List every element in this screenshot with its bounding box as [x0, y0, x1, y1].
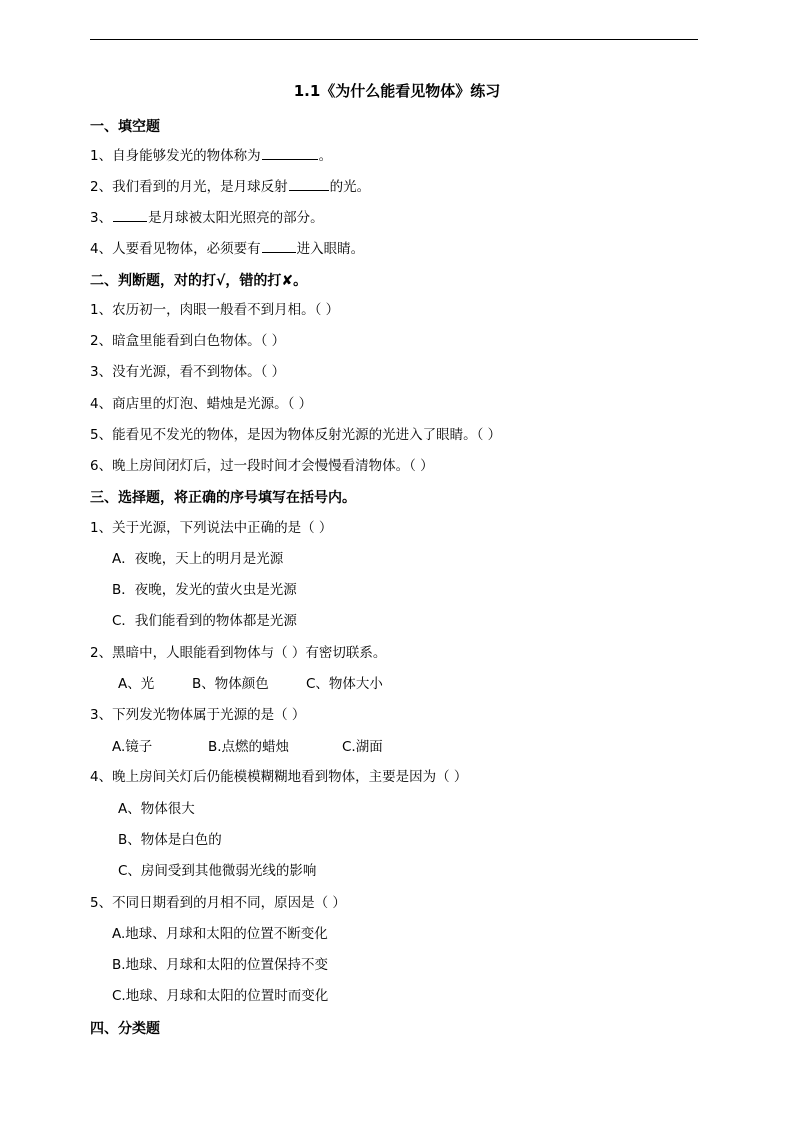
question-text: 2、我们看到的月光，是月球反射: [90, 179, 288, 195]
question-text: 1、自身能够发光的物体称为: [90, 148, 261, 164]
answer-blank[interactable]: [113, 207, 147, 222]
choice-option-5a[interactable]: A.地球、月球和太阳的位置不断变化: [112, 926, 328, 942]
fill-blank-question-1: [90, 145, 332, 166]
header-rule: [90, 39, 698, 40]
choice-option-2c[interactable]: C、物体大小: [306, 676, 383, 692]
choice-option-4c[interactable]: C、房间受到其他微弱光线的影响: [118, 863, 317, 879]
question-text: 的光。: [329, 179, 371, 195]
choice-question-2: 2、黑暗中，人眼能看到物体与（ ）有密切联系。: [90, 645, 387, 661]
answer-blank[interactable]: [289, 176, 329, 191]
true-false-item-1: 1、农历初一，肉眼一般看不到月相。（ ）: [90, 302, 340, 318]
question-text: 4、人要看见物体，必须要有: [90, 241, 261, 257]
section-true-false-heading: 二、判断题，对的打√，错的打✘。: [90, 273, 308, 289]
choice-option-4b[interactable]: B、物体是白色的: [118, 832, 222, 848]
choice-question-5: 5、不同日期看到的月相不同，原因是（ ）: [90, 895, 346, 911]
question-text: 。: [318, 148, 333, 164]
question-text: 是月球被太阳光照亮的部分。: [148, 210, 324, 226]
answer-blank[interactable]: [262, 145, 318, 160]
answer-blank[interactable]: [262, 238, 296, 253]
question-text: 3、: [90, 210, 113, 226]
choice-option-2a[interactable]: A、光: [118, 676, 155, 692]
choice-option-3b[interactable]: B.点燃的蜡烛: [208, 739, 290, 755]
choice-option-3a[interactable]: A.镜子: [112, 739, 153, 755]
true-false-item-2: 2、暗盒里能看到白色物体。（ ）: [90, 333, 286, 349]
choice-question-3: 3、下列发光物体属于光源的是（ ）: [90, 707, 306, 723]
fill-blank-question-4: [90, 238, 364, 259]
choice-option-1b[interactable]: B．夜晚，发光的萤火虫是光源: [112, 582, 297, 598]
question-text: 进入眼睛。: [296, 241, 365, 257]
fill-blank-question-3: [90, 207, 324, 228]
choice-question-1: 1、关于光源，下列说法中正确的是（ ）: [90, 520, 333, 536]
choice-option-2b[interactable]: B、物体颜色: [192, 676, 269, 692]
section-fill-blank-heading: 一、填空题: [90, 119, 160, 135]
choice-option-1a[interactable]: A．夜晚，天上的明月是光源: [112, 551, 284, 567]
true-false-item-5: 5、能看见不发光的物体，是因为物体反射光源的光进入了眼睛。（ ）: [90, 427, 502, 443]
true-false-item-6: 6、晚上房间闭灯后，过一段时间才会慢慢看清物体。（ ）: [90, 458, 434, 474]
choice-question-4: 4、晚上房间关灯后仍能模模糊糊地看到物体，主要是因为（ ）: [90, 769, 468, 785]
section-choice-heading: 三、选择题，将正确的序号填写在括号内。: [90, 490, 356, 506]
page-title: 1.1《为什么能看见物体》练习: [293, 82, 501, 100]
choice-option-5c[interactable]: C.地球、月球和太阳的位置时而变化: [112, 988, 329, 1004]
choice-option-1c[interactable]: C．我们能看到的物体都是光源: [112, 613, 297, 629]
choice-option-5b[interactable]: B.地球、月球和太阳的位置保持不变: [112, 957, 329, 973]
choice-option-4a[interactable]: A、物体很大: [118, 801, 195, 817]
true-false-item-4: 4、商店里的灯泡、蜡烛是光源。（ ）: [90, 396, 313, 412]
fill-blank-question-2: [90, 176, 370, 197]
choice-option-3c[interactable]: C.湖面: [342, 739, 383, 755]
section-classification-heading: 四、分类题: [90, 1021, 160, 1037]
true-false-item-3: 3、没有光源，看不到物体。（ ）: [90, 364, 286, 380]
